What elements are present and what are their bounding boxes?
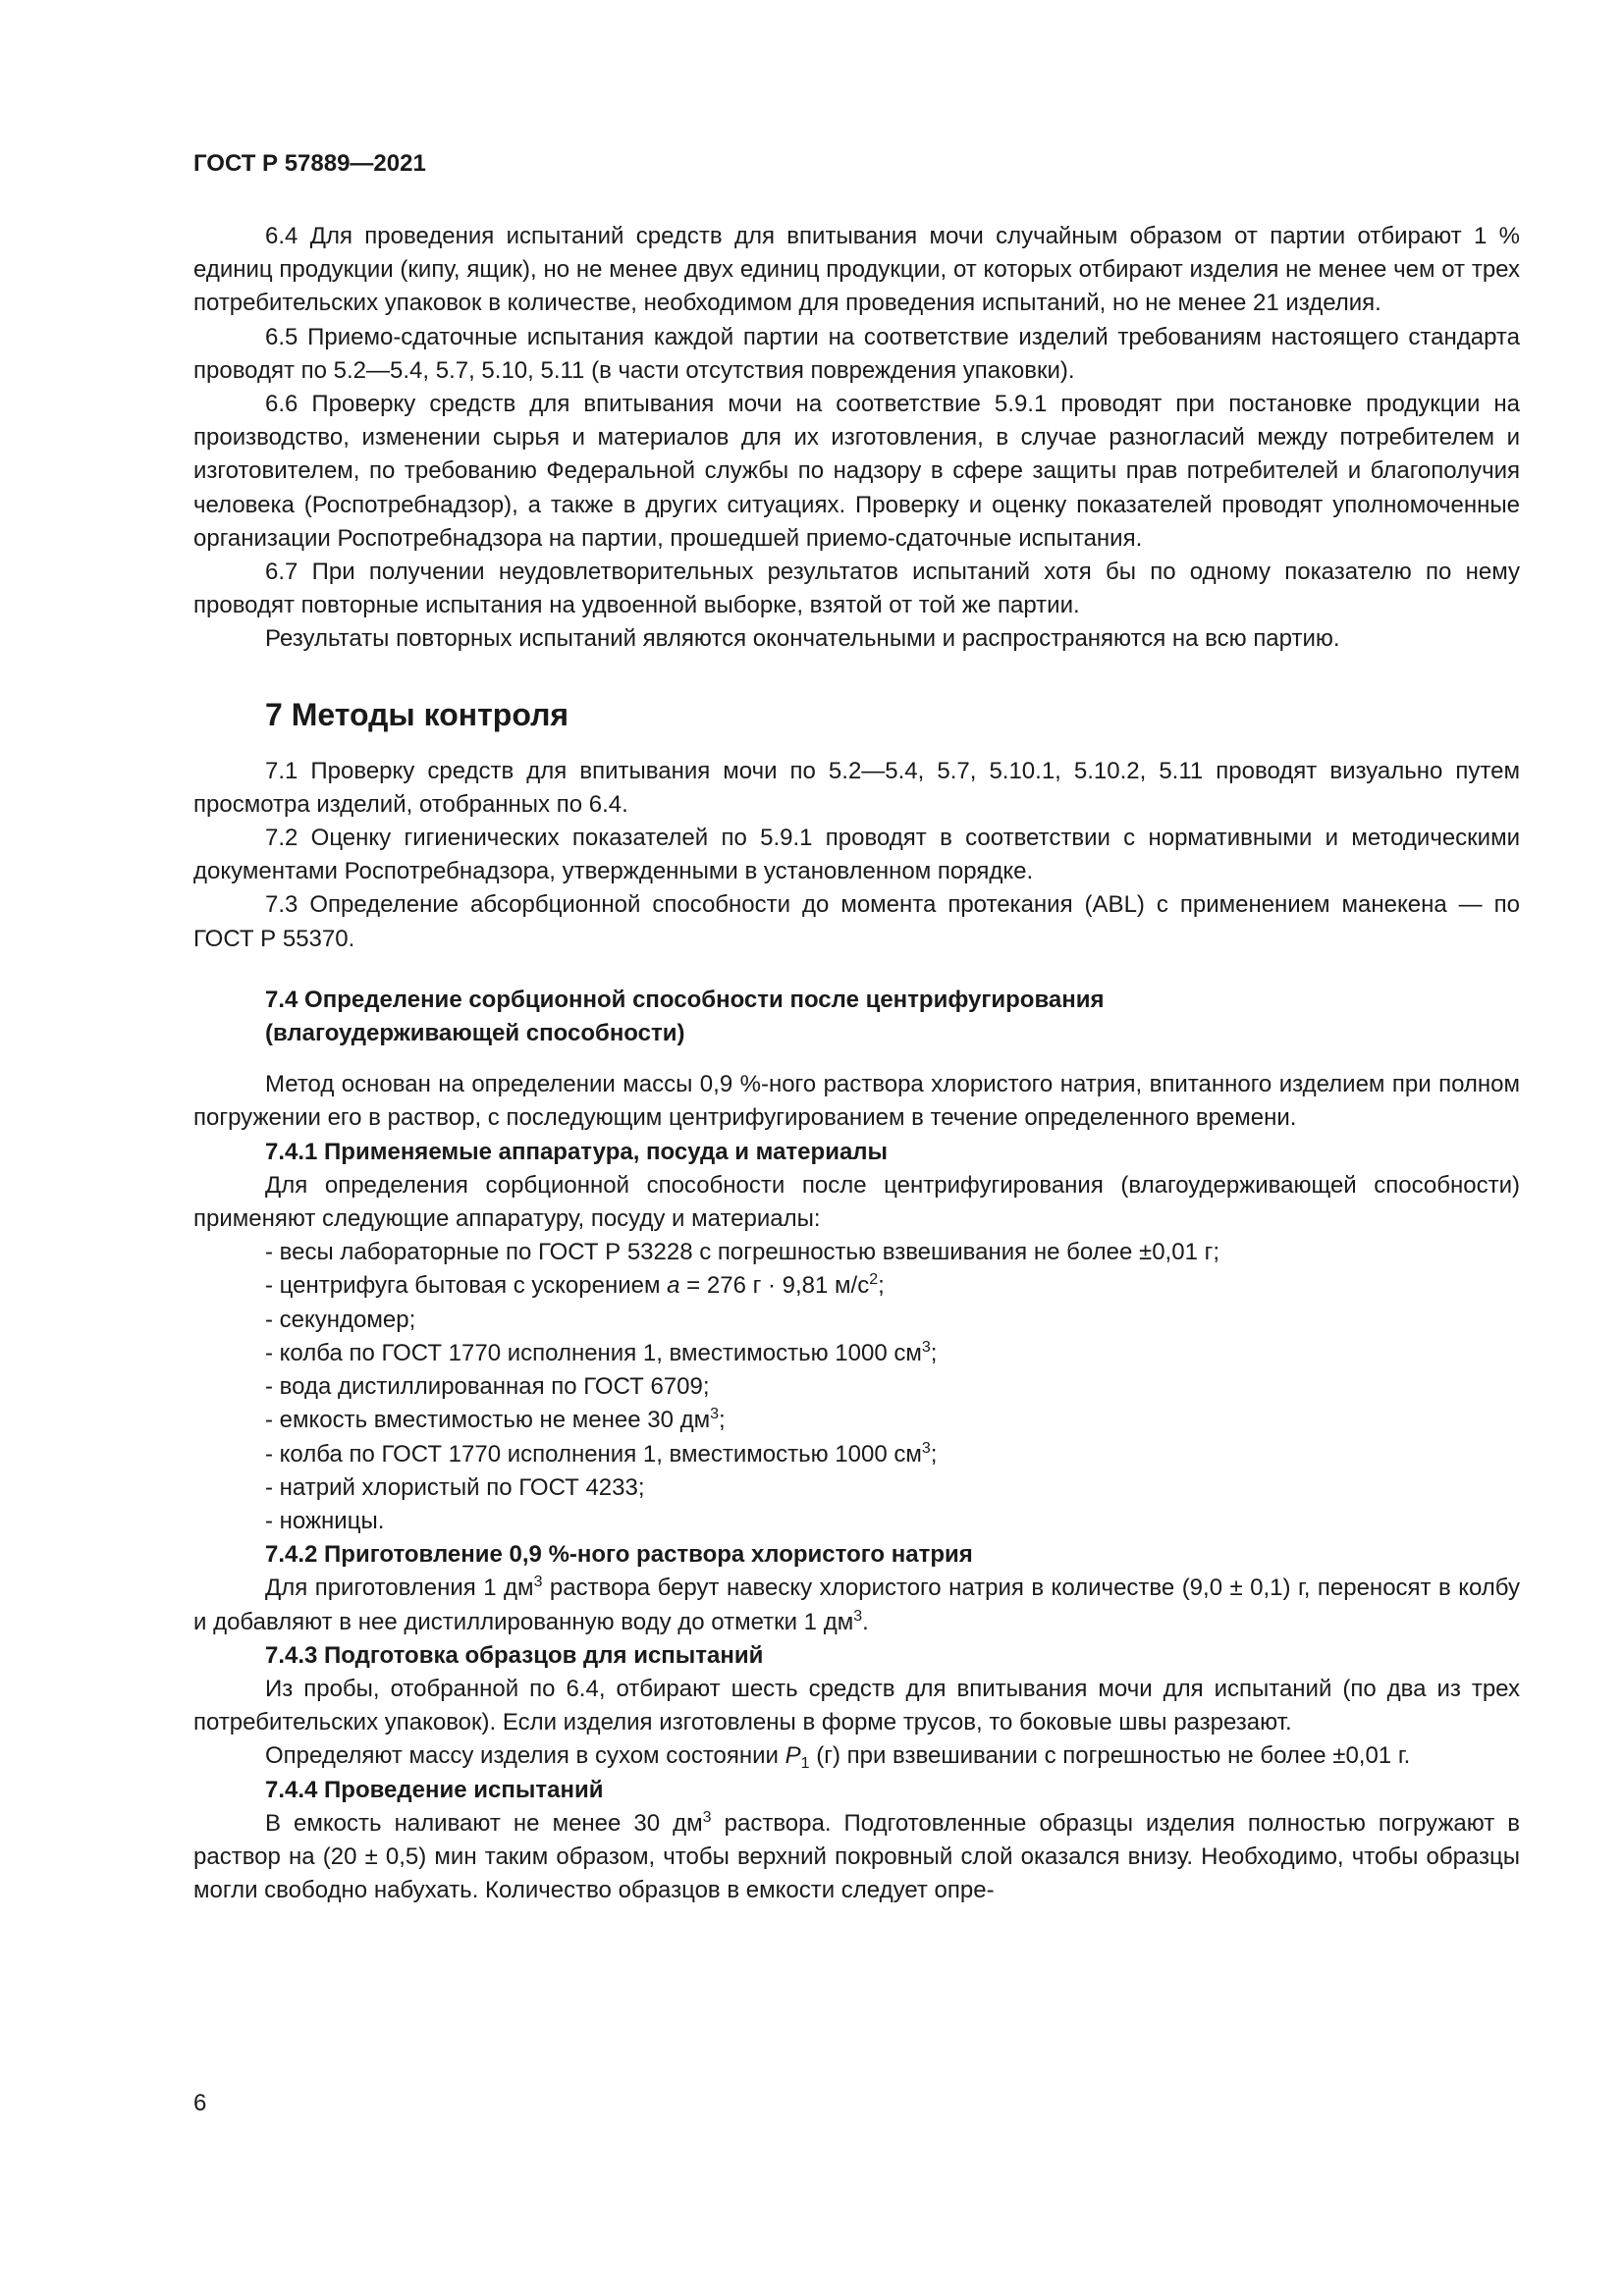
list-item-scales: - весы лабораторные по ГОСТ Р 53228 с погрешностью взвешивания не более ±0,01 г; [265, 1239, 1220, 1266]
paragraph-7-1: 7.1 Проверку средств для впитывания мочи по 5.2—5.4, 5.7, 5.10.1, 5.10.2, 5.11 проводят визуально путем просмотра изделий, отобранных по 6.4. [193, 757, 1520, 818]
paragraph-7-4-2: Для приготовления 1 $дм^3$ раствора берут навеску хлористого натрия в количестве (9,0 ± 0,1) г, переносят в колбу и добавляют в нее дистиллированную воду до отметки 1 $дм^3$. [193, 1574, 1521, 1635]
section-7-heading: 7 Методы контроля [265, 696, 569, 732]
paragraph-7-3: 7.3 Определение абсорбционной способности до момента протекания (ABL) с применением манекена — по ГОСТ Р 55370. [193, 891, 1520, 952]
paragraph-7-4-3-a: Из пробы, отобранной по 6.4, отбирают шесть средств для впитывания мочи для испытаний (по два из трех потребительских упаковок). Если изделия изготовлены в форме трусов, то боковые швы разрезают. [193, 1675, 1520, 1736]
paragraph-6-4: 6.4 Для проведения испытаний средств для впитывания мочи случайным образом от партии отбирают 1 % единиц продукции (кипу, ящик), но не менее двух единиц продукции, от которых отбирают изделия не менее чем от трех потребительских упаковок в количестве, необходимом для проведения испытаний, но не менее 21 изделия. [193, 223, 1520, 317]
subsection-7-4-1-heading: 7.4.1 Применяемые аппаратура, посуда и материалы [265, 1138, 889, 1165]
list-item-flask: - колба по ГОСТ 1770 исполнения 1, вместимостью 1000 $см^3$; [265, 1338, 938, 1366]
paragraph-6-5: 6.5 Приемо-сдаточные испытания каждой партии на соответствие изделий требованиям настоящего стандарта проводят по 5.2—5.4, 5.7, 5.10, 5.11 (в части отсутствия повреждения упаковки). [193, 323, 1520, 384]
list-item-flask-2: - колба по ГОСТ 1770 исполнения 1, вместимостью 1000 $см^3$; [265, 1439, 938, 1468]
subsection-7-4-2-heading: 7.4.2 Приготовление 0,9 %-ного раствора хлористого натрия [265, 1541, 973, 1569]
list-item-stopwatch: - секундомер; [265, 1306, 416, 1333]
subsection-7-4-heading-line2: (влагоудерживающей способности) [265, 1020, 685, 1047]
subsection-7-4-3-heading: 7.4.3 Подготовка образцов для испытаний [265, 1641, 764, 1669]
paragraph-7-4-4: В емкость наливают не менее 30 $дм^3$ раствора. Подготовленные образцы изделия полностью погружают в раствор на (20 ± 0,5) мин таким образом, чтобы верхний покровный слой оказался внизу. Необходимо, чтобы образцы могли свободно набухать. Количество образцов в емкости следует опре- [193, 1808, 1520, 1904]
list-item-centrifuge: - центрифуга бытовая с ускорением а = 276 г · 9,81 $м/с^2$; [265, 1271, 885, 1300]
subsection-7-4-heading-line1: 7.4 Определение сорбционной способности после центрифугирования [265, 986, 1105, 1013]
page-number: 6 [193, 2090, 207, 2116]
paragraph-7-4-1: Для определения сорбционной способности после центрифугирования (влагоудерживающей способности) применяют следующие аппаратуру, посуду и материалы: [193, 1171, 1520, 1233]
document-code: ГОСТ Р 57889—2021 [193, 150, 426, 177]
subsection-7-4-4-heading: 7.4.4 Проведение испытаний [265, 1776, 604, 1803]
paragraph-6-7: 6.7 При получении неудовлетворительных результатов испытаний хотя бы по одному показателю по нему проводят повторные испытания на удвоенной выборке, взятой от той же партии. [193, 559, 1520, 619]
paragraph-7-4-3-b: Определяют массу изделия в сухом состоянии $P_1$ (г) при взвешивании с погрешностью не более ±0,01 г. [265, 1742, 1411, 1773]
paragraph-7-4-method: Метод основан на определении массы 0,9 %-ного раствора хлористого натрия, впитанного изделием при полном погружении его в раствор, с последующим центрифугированием в течение определенного времени. [193, 1071, 1520, 1132]
list-item-scissors: - ножницы. [265, 1507, 385, 1534]
paragraph-6-6: 6.6 Проверку средств для впитывания мочи на соответствие 5.9.1 проводят при постановке продукции на производство, изменении сырья и материалов для их изготовления, в случае разногласий между потребителем и изготовителем, по требованию Федеральной службы по надзору в сфере защиты прав потребителей и благополучия человека (Роспотребнадзор), а также в других ситуациях. Проверку и оценку показателей проводят уполномоченные организации Роспотребнадзора на партии, прошедшей приемо-сдаточные испытания. [193, 391, 1520, 552]
list-item-container: - емкость вместимостью не менее 30 $дм^3$; [265, 1406, 726, 1434]
subsection-7-4-heading [265, 984, 1520, 1050]
paragraph-6-7-result: Результаты повторных испытаний являются окончательными и распространяются на всю партию. [265, 625, 1340, 653]
list-item-distilled-water: - вода дистиллированная по ГОСТ 6709; [265, 1373, 710, 1401]
paragraph-7-2: 7.2 Оценку гигиенических показателей по 5.9.1 проводят в соответствии с нормативными и методическими документами Роспотребнадзора, утвержденными в установленном порядке. [193, 825, 1520, 885]
list-item-sodium-chloride: - натрий хлористый по ГОСТ 4233; [265, 1473, 645, 1501]
